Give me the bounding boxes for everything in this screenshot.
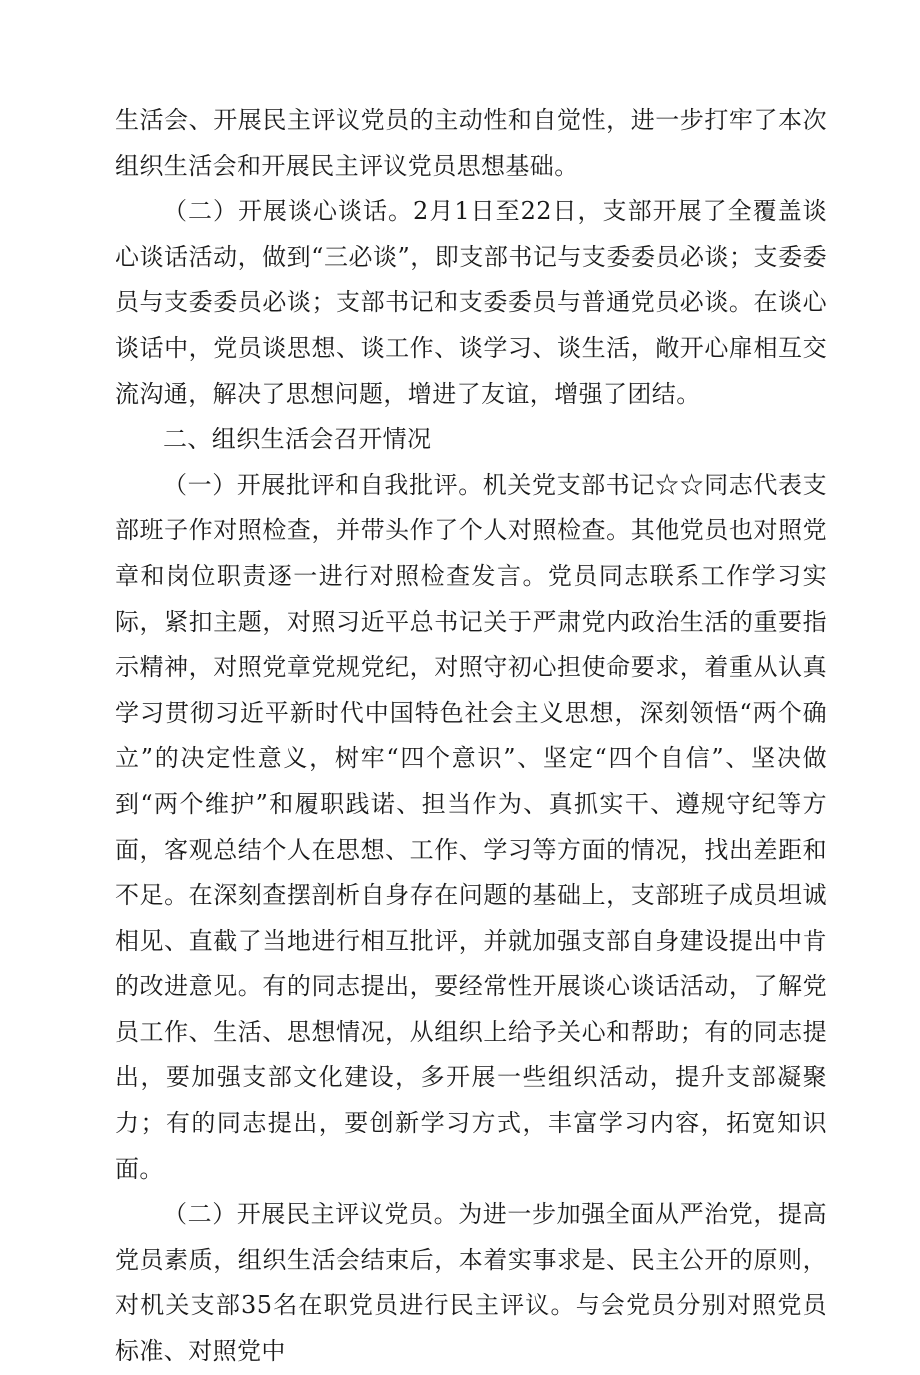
section-heading: 二、组织生活会召开情况 xyxy=(163,425,432,454)
paragraph-continuation: 生活会、开展民主评议党员的主动性和自觉性，进一步打牢了本次组织生活会和开展民主评议党员思想基础。 xyxy=(115,106,827,180)
paragraph-heart-to-heart-talks: （二）开展谈心谈话。2月1日至22日，支部开展了全覆盖谈心谈话活动，做到“三必谈”，即支部书记与支委委员必谈；支委委员与支委委员必谈；支部书记和支委委员与普通党员必谈。在谈心谈话中，党员谈思想、谈工作、谈学习、谈生活，敞开心扉相互交流沟通，解决了思想问题，增进了友谊，增强了团结。 xyxy=(115,197,827,408)
paragraph-democratic-evaluation: （二）开展民主评议党员。为进一步加强全面从严治党，提高党员素质，组织生活会结束后，本着实事求是、民主公开的原则，对机关支部35名在职党员进行民主评议。与会党员分别对照党员标准、对照党中 xyxy=(115,1200,827,1366)
document-page xyxy=(115,98,827,1375)
paragraph-criticism-self-criticism: （一）开展批评和自我批评。机关党支部书记☆☆同志代表支部班子作对照检查，并带头作了个人对照检查。其他党员也对照党章和岗位职责逐一进行对照检查发言。党员同志联系工作学习实际，紧扣主题，对照习近平总书记关于严肃党内政治生活的重要指示精神，对照党章党规党纪，对照守初心担使命要求，着重从认真学习贯彻习近平新时代中国特色社会主义思想，深刻领悟“两个确立”的决定性意义，树牢“四个意识”、坚定“四个自信”、坚决做到“两个维护”和履职践诺、担当作为、真抓实干、遵规守纪等方面，客观总结个人在思想、工作、学习等方面的情况，找出差距和不足。在深刻查摆剖析自身存在问题的基础上，支部班子成员坦诚相见、直截了当地进行相互批评，并就加强支部自身建设提出中肯的改进意见。有的同志提出，要经常性开展谈心谈话活动，了解党员工作、生活、思想情况，从组织上给予关心和帮助；有的同志提出，要加强支部文化建设，多开展一些组织活动，提升支部凝聚力；有的同志提出，要创新学习方式，丰富学习内容，拓宽知识面。 xyxy=(115,470,827,1183)
